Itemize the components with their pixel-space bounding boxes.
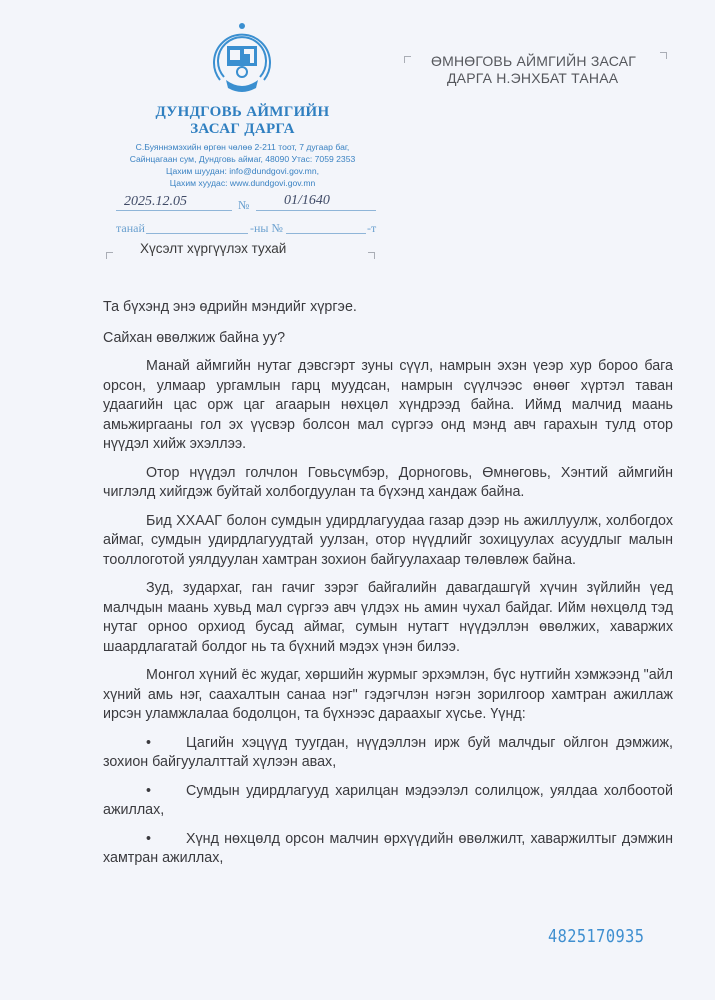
number-handwritten: 01/1640 <box>284 193 330 208</box>
bullet-icon: • <box>146 830 152 847</box>
org-name-line2: ЗАСАГ ДАРГА <box>190 121 295 137</box>
email-line: Цахим шуудан: info@dundgovi.gov.mn, <box>165 166 320 176</box>
body-paragraph: Зуд, зудархаг, ган гачиг зэрэг байгалийн давагдашгүй хүчин зүйлийн үед малчдын маань хувьд мал сүргээ авч үлдэх нь амин чухал байдаг. Ийм нөхцөлд тэд нутаг орноо орхиод бусад аймаг, сумын нутагт нүүдэллэн өвөлжих, хаваржих шаардлагатай болдог нь та бүхний мэдэх үнэн билээ. <box>103 580 673 655</box>
recipient-corner-right <box>660 52 667 59</box>
state-emblem-icon <box>208 22 276 98</box>
greeting: Та бүхэнд энэ өдрийн мэндийг хүргэе. <box>103 299 357 315</box>
address-line: С.Буяннэмэхийн өргөн чөлөө 2-211 тоот, 7 дугаар баг, <box>135 142 350 152</box>
stamp-number: 4825170935 <box>548 926 645 947</box>
bullet-text: Сумдын удирдлагууд харилцан мэдээлэл солилцож, уялдаа холбоотой ажиллах, <box>103 782 673 818</box>
letter-body <box>103 298 673 878</box>
body-paragraph: Монгол хүний ёс жудаг, хөршийн журмыг эрхэмлэн, бүс нутгийн хэмжээнд "айл хүний амь нэг, саахалтын санаа нэг" гэдэгчлэн нэгэн зорилгоор хамтран ажиллаж ирсэн уламжлалаа бодолцон, та бүхнээс дараахыг хүсье. Үүнд: <box>103 667 673 722</box>
body-paragraph: Бид ХХААГ болон сумдын удирдлагуудаа газар дээр нь ажиллуулж, холбогдох аймаг, сумдын удирдлагуудтай уулзан, отор нүүдлийг зохицуулах асуудлыг малын тооллоготой уялдуулан хамтран зохион байгуулахаар төлөвлөж байна. <box>103 512 673 568</box>
date-line <box>116 210 232 211</box>
website-line: Цахим хуудас: www.dundgovi.gov.mn <box>169 178 316 188</box>
your-ref-label: танай <box>116 221 145 235</box>
date-handwritten: 2025.12.05 <box>124 194 187 209</box>
your-number-line <box>286 233 366 234</box>
bullet-item <box>103 782 673 821</box>
body-paragraph: Манай аймгийн нутаг дэвсгэрт зуны сүүл, намрын эхэн үеэр хур бороо бага орсон, улмаар ургамлын гарц муудсан, намрын сүүлчээс өнөөг хүртэл таван удаагийн цас орж цаг агаарын нөхцөл хүндрээд байна. Иймд малчид маань амьжиргааны гол эх үүсвэр болсон мал сүргээ онд мэнд авч гарахын тулд отор нүүдэл хийж эхэллээ. <box>103 358 673 452</box>
your-ref-end: -т <box>367 221 377 235</box>
recipient-line1: ӨМНӨГОВЬ АЙМГИЙН ЗАСАГ <box>431 53 637 69</box>
recipient-corner-left <box>404 56 411 63</box>
bullet-icon: • <box>146 782 152 799</box>
bullet-item <box>103 734 673 773</box>
bullet-text: Цагийн хэцүүд туугдан, нүүдэллэн ирж буй малчдыг ойлгон дэмжиж, зохион байгуулалттай хүлээн авах, <box>103 734 673 770</box>
bullet-text: Хүнд нөхцөлд орсон малчин өрхүүдийн өвөлжилт, хаваржилтыг дэмжин хамтран ажиллах, <box>103 830 673 866</box>
number-line <box>256 210 376 211</box>
your-number-label: -ны № <box>250 221 283 235</box>
bullet-item <box>103 830 673 869</box>
greeting-question: Сайхан өвөлжиж байна уу? <box>103 329 286 346</box>
body-paragraph: Отор нүүдэл голчлон Говьсүмбэр, Дорноговь, Өмнөговь, Хэнтий аймгийн чиглэлд хийгдэж буйтай холбогдуулан та бүхэнд хандаж байна. <box>103 464 673 500</box>
org-address <box>110 141 375 189</box>
bullet-icon: • <box>146 734 152 751</box>
letter-subject: Хүсэлт хүргүүлэх тухай <box>140 241 287 256</box>
recipient-block <box>431 53 636 87</box>
number-label: № <box>238 198 250 212</box>
recipient-line2: ДАРГА Н.ЭНХБАТ ТАНАА <box>447 70 619 86</box>
your-ref-line <box>146 233 248 234</box>
subject-corner-right <box>368 252 375 259</box>
subject-corner-left <box>106 252 113 259</box>
address-line: Сайнцагаан сум, Дундговь аймаг, 48090 Утас: 7059 2353 <box>129 154 356 164</box>
org-name-line1: ДУНДГОВЬ АЙМГИЙН <box>155 104 330 120</box>
